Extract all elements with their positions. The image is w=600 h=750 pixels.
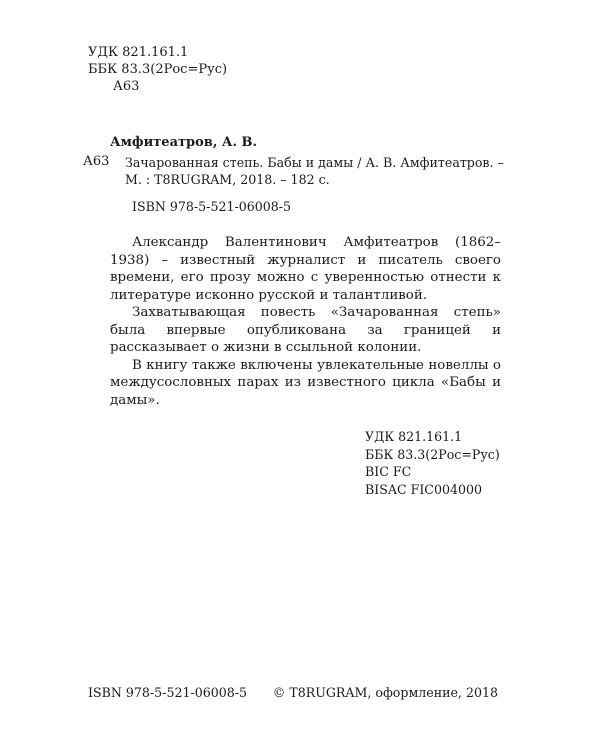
bbk-code: ББК 83.3(2Рос=Рус) <box>88 62 228 77</box>
bbk-code-right: ББК 83.3(2Рос=Рус) <box>365 446 500 462</box>
annotation-paragraph: В книгу также включены увлекательные новеллы о междусословных парах из известного цикла «Бабы и дамы». <box>110 357 501 408</box>
footer-copyright: © T8RUGRAM, оформление, 2018 <box>272 685 498 700</box>
udk-code-right: УДК 821.161.1 <box>365 429 463 444</box>
title-line: Зачарованная степь. Бабы и дамы / А. В. Амфитеатров. – <box>125 155 504 170</box>
annotation <box>110 234 501 409</box>
isbn-record: ISBN 978-5-521-06008-5 <box>132 199 292 214</box>
annotation-paragraph: Александр Валентинович Амфитеатров (1862–1938) – известный журналист и писатель своего времени, его прозу можно с уверенностью отнести к литературе исконно русской и талантливой. <box>110 235 501 303</box>
footer <box>88 685 498 700</box>
author-mark-left: А63 <box>83 154 110 169</box>
footer-isbn: ISBN 978-5-521-06008-5 <box>88 685 248 700</box>
udk-code: УДК 821.161.1 <box>88 45 189 60</box>
annotation-paragraph: Захватывающая повесть «Зачарованная степь» была впервые опубликована за границей и рассказывает о жизни в ссыльной колонии. <box>110 305 501 355</box>
author-heading: Амфитеатров, А. В. <box>110 135 258 150</box>
right-classification-codes <box>365 428 500 498</box>
author-mark: А63 <box>113 79 140 94</box>
bibliographic-description <box>125 154 505 188</box>
top-classification-codes <box>88 44 227 95</box>
imprint-line: М. : T8RUGRAM, 2018. – 182 с. <box>125 172 330 187</box>
bic-code: BIC FC <box>365 464 412 479</box>
bisac-code: BISAC FIC004000 <box>365 481 483 497</box>
